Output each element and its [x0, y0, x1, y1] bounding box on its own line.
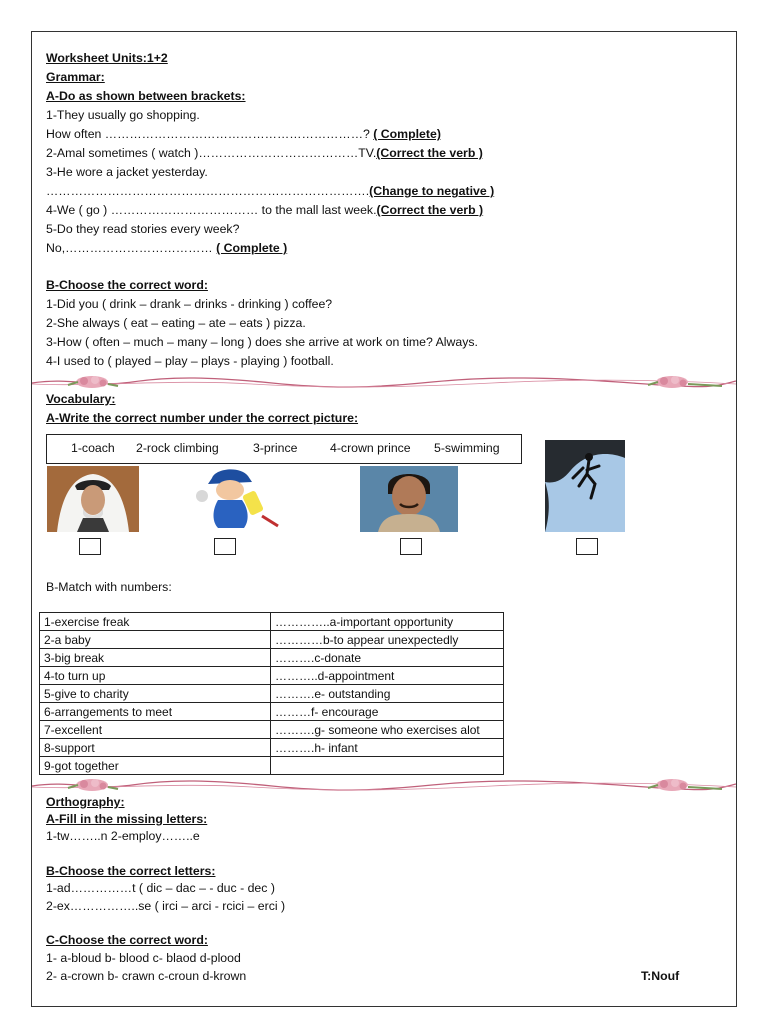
word-bank-box — [46, 434, 522, 464]
vocabulary-section-a-title: A-Write the correct number under the correct picture: — [46, 411, 359, 425]
grammar-a-line-4: 3-He wore a jacket yesterday. — [46, 165, 208, 179]
grammar-section-b-title: B-Choose the correct word: — [46, 278, 208, 292]
match-right: ……….e- outstanding — [271, 685, 504, 703]
rock-climbing-picture — [545, 440, 625, 532]
grammar-a-line-5: …………………………………………………………………….(Change to negative ) — [46, 184, 495, 198]
vocabulary-heading: Vocabulary: — [46, 392, 116, 406]
match-right: ………f- encourage — [271, 703, 504, 721]
grammar-section-a-title: A-Do as shown between brackets: — [46, 89, 246, 103]
match-left: 4-to turn up — [40, 667, 271, 685]
floral-divider — [32, 778, 736, 792]
match-right: ……….g- someone who exercises alot — [271, 721, 504, 739]
match-left: 1-exercise freak — [40, 613, 271, 631]
match-right: ……….c-donate — [271, 649, 504, 667]
rose-icon — [68, 376, 118, 388]
table-row — [40, 721, 504, 739]
word-bank-option: 5-swimming — [434, 441, 500, 455]
vocabulary-section-b-title: B-Match with numbers: — [46, 580, 172, 594]
grammar-a-line-8: No,……………………………… ( Complete ) — [46, 241, 288, 255]
worksheet-page — [31, 31, 737, 1007]
orthography-section-b-title: B-Choose the correct letters: — [46, 864, 216, 878]
instruction-tag: ( Complete ) — [216, 241, 288, 255]
orthography-heading: Orthography: — [46, 795, 125, 809]
match-right — [271, 757, 504, 775]
orthography-c-line-2: 2- a-crown b- crawn c-croun d-krown — [46, 969, 247, 983]
table-row — [40, 703, 504, 721]
match-left: 8-support — [40, 739, 271, 757]
orthography-b-line-1: 1-ad……………t ( dic – dac – - duc - dec ) — [46, 881, 275, 895]
answer-box-4[interactable] — [576, 538, 598, 555]
orthography-section-c-title: C-Choose the correct word: — [46, 933, 208, 947]
word-bank-option: 2-rock climbing — [136, 441, 219, 455]
answer-box-2[interactable] — [214, 538, 236, 555]
table-row — [40, 649, 504, 667]
orthography-section-a-title: A-Fill in the missing letters: — [46, 812, 208, 826]
answer-box-3[interactable] — [400, 538, 422, 555]
grammar-heading: Grammar: — [46, 70, 105, 84]
word-bank-option: 1-coach — [71, 441, 115, 455]
match-left: 2-a baby — [40, 631, 271, 649]
match-left: 5-give to charity — [40, 685, 271, 703]
match-right: ……….h- infant — [271, 739, 504, 757]
grammar-b-line-3: 3-How ( often – much – many – long ) does she arrive at work on time? Always. — [46, 335, 478, 349]
word-bank-option: 3-prince — [253, 441, 298, 455]
match-table — [39, 612, 504, 775]
grammar-a-line-1: 1-They usually go shopping. — [46, 108, 200, 122]
floral-divider — [32, 375, 736, 389]
table-row — [40, 667, 504, 685]
instruction-tag: (Change to negative ) — [369, 184, 495, 198]
crown-prince-picture — [47, 466, 139, 532]
word-bank-option: 4-crown prince — [330, 441, 411, 455]
match-right: …………b-to appear unexpectedly — [271, 631, 504, 649]
table-row — [40, 757, 504, 775]
prince-picture — [360, 466, 458, 532]
grammar-b-line-2: 2-She always ( eat – eating – ate – eats ) pizza. — [46, 316, 306, 330]
grammar-b-line-4: 4-I used to ( played – play – plays - playing ) football. — [46, 354, 334, 368]
table-row — [40, 613, 504, 631]
grammar-a-line-2: How often ………………………………………………………? ( Complete) — [46, 127, 441, 141]
coach-picture — [182, 466, 290, 532]
match-left: 6-arrangements to meet — [40, 703, 271, 721]
match-right: ………..d-appointment — [271, 667, 504, 685]
orthography-b-line-2: 2-ex……………..se ( irci – arci - rcici – erci ) — [46, 899, 286, 913]
table-row — [40, 631, 504, 649]
table-row — [40, 739, 504, 757]
table-row — [40, 685, 504, 703]
match-left: 3-big break — [40, 649, 271, 667]
match-left: 7-excellent — [40, 721, 271, 739]
match-right: …………..a-important opportunity — [271, 613, 504, 631]
worksheet-title: Worksheet Units:1+2 — [46, 51, 168, 65]
grammar-a-line-3: 2-Amal sometimes ( watch )…………………………………TV.(Correct the verb ) — [46, 146, 483, 160]
instruction-tag: (Correct the verb ) — [376, 203, 484, 217]
match-left: 9-got together — [40, 757, 271, 775]
orthography-c-line-1: 1- a-bloud b- blood c- blaod d-plood — [46, 951, 241, 965]
instruction-tag: (Correct the verb ) — [376, 146, 483, 160]
rose-icon — [68, 779, 118, 791]
orthography-a-line: 1-tw……..n 2-employ……..e — [46, 829, 200, 843]
instruction-tag: ( Complete) — [373, 127, 441, 141]
grammar-b-line-1: 1-Did you ( drink – drank – drinks - drinking ) coffee? — [46, 297, 333, 311]
grammar-a-line-7: 5-Do they read stories every week? — [46, 222, 240, 236]
grammar-a-line-6: 4-We ( go ) ……………………………… to the mall last week.(Correct the verb ) — [46, 203, 484, 217]
teacher-name: T:Nouf — [641, 969, 680, 983]
answer-box-1[interactable] — [79, 538, 101, 555]
